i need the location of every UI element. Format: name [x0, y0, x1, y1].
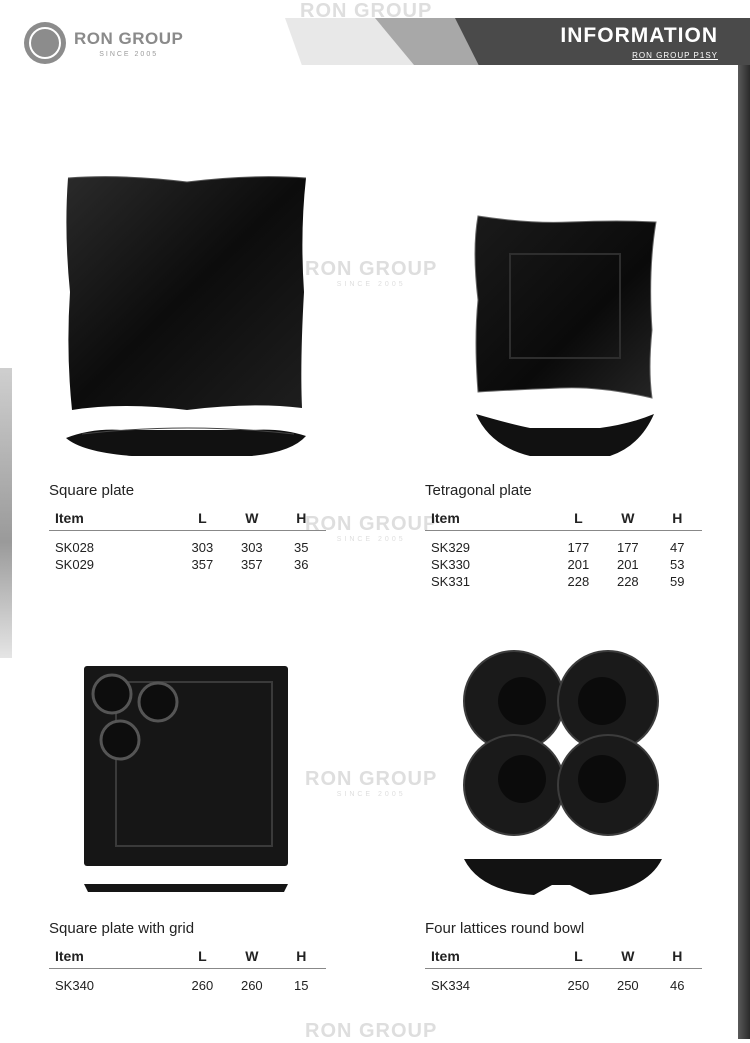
product-title: Four lattices round bowl — [425, 920, 585, 937]
cell-item: SK340 — [55, 978, 95, 993]
watermark: RON GROUP SINCE 2005 — [305, 258, 438, 288]
cell-height: 47 — [670, 540, 685, 555]
square-plate-grid-image — [80, 662, 294, 898]
col-item: Item — [431, 510, 460, 526]
col-length: L — [198, 948, 207, 964]
table-row — [425, 977, 702, 994]
spec-table — [49, 948, 326, 994]
watermark: RON GROUP — [300, 0, 433, 22]
col-height: H — [296, 510, 307, 526]
spec-header-row — [49, 510, 326, 531]
col-width: W — [245, 948, 259, 964]
tetragonal-plate-image — [470, 210, 662, 466]
col-height: H — [672, 948, 683, 964]
product-title: Square plate — [49, 482, 135, 499]
cell-length: 201 — [567, 557, 590, 572]
col-width: W — [621, 948, 635, 964]
product-title: Square plate with grid — [49, 920, 195, 937]
cell-height: 53 — [670, 557, 685, 572]
col-length: L — [574, 948, 583, 964]
cell-width: 177 — [616, 540, 639, 555]
col-item: Item — [431, 948, 460, 964]
table-row — [49, 556, 326, 573]
four-lattice-bowl-image — [460, 645, 665, 901]
cell-length: 228 — [567, 574, 590, 589]
cell-length: 250 — [567, 978, 590, 993]
cell-width: 303 — [240, 540, 263, 555]
table-row — [425, 573, 702, 590]
cell-length: 357 — [191, 557, 214, 572]
cell-width: 260 — [240, 978, 263, 993]
brand-logo — [24, 22, 183, 64]
cell-item: SK329 — [431, 540, 471, 555]
table-row — [425, 556, 702, 573]
left-decor-rail — [0, 368, 12, 658]
brand-name: RON GROUP — [74, 28, 184, 48]
spec-header-row — [49, 948, 326, 969]
cell-width: 250 — [616, 978, 639, 993]
page-title: INFORMATION — [560, 24, 718, 47]
cell-item: SK029 — [55, 557, 95, 572]
cell-height: 35 — [294, 540, 309, 555]
cell-height: 36 — [294, 557, 309, 572]
cell-length: 177 — [567, 540, 590, 555]
cell-length: 260 — [191, 978, 214, 993]
cell-item: SK334 — [431, 978, 471, 993]
cell-width: 228 — [616, 574, 639, 589]
table-row — [49, 977, 326, 994]
spec-header-row — [425, 948, 702, 969]
cell-height: 46 — [670, 978, 685, 993]
cell-item: SK331 — [431, 574, 471, 589]
col-length: L — [574, 510, 583, 526]
cell-item: SK028 — [55, 540, 95, 555]
cell-item: SK330 — [431, 557, 471, 572]
col-height: H — [672, 510, 683, 526]
logo-icon — [24, 22, 66, 64]
right-decor-rail — [738, 65, 750, 1039]
cell-length: 303 — [191, 540, 214, 555]
spec-table — [425, 948, 702, 994]
cell-height: 15 — [294, 978, 309, 993]
watermark: RON GROUP SINCE 2005 — [305, 768, 438, 798]
col-item: Item — [55, 510, 84, 526]
spec-table — [49, 510, 326, 573]
page-subtitle: RON GROUP P1SY — [632, 51, 718, 60]
brand-since: SINCE 2005 — [99, 50, 159, 58]
col-length: L — [198, 510, 207, 526]
table-row — [425, 539, 702, 556]
spec-header-row — [425, 510, 702, 531]
cell-width: 357 — [240, 557, 263, 572]
table-row — [49, 539, 326, 556]
watermark: RON GROUP — [305, 1020, 438, 1042]
col-width: W — [245, 510, 259, 526]
cell-width: 201 — [616, 557, 639, 572]
product-title: Tetragonal plate — [425, 482, 532, 499]
col-width: W — [621, 510, 635, 526]
col-item: Item — [55, 948, 84, 964]
col-height: H — [296, 948, 307, 964]
spec-table — [425, 510, 702, 590]
square-plate-image — [62, 172, 312, 464]
watermark: RON GROUP SINCE 2005 — [305, 513, 438, 543]
cell-height: 59 — [670, 574, 685, 589]
